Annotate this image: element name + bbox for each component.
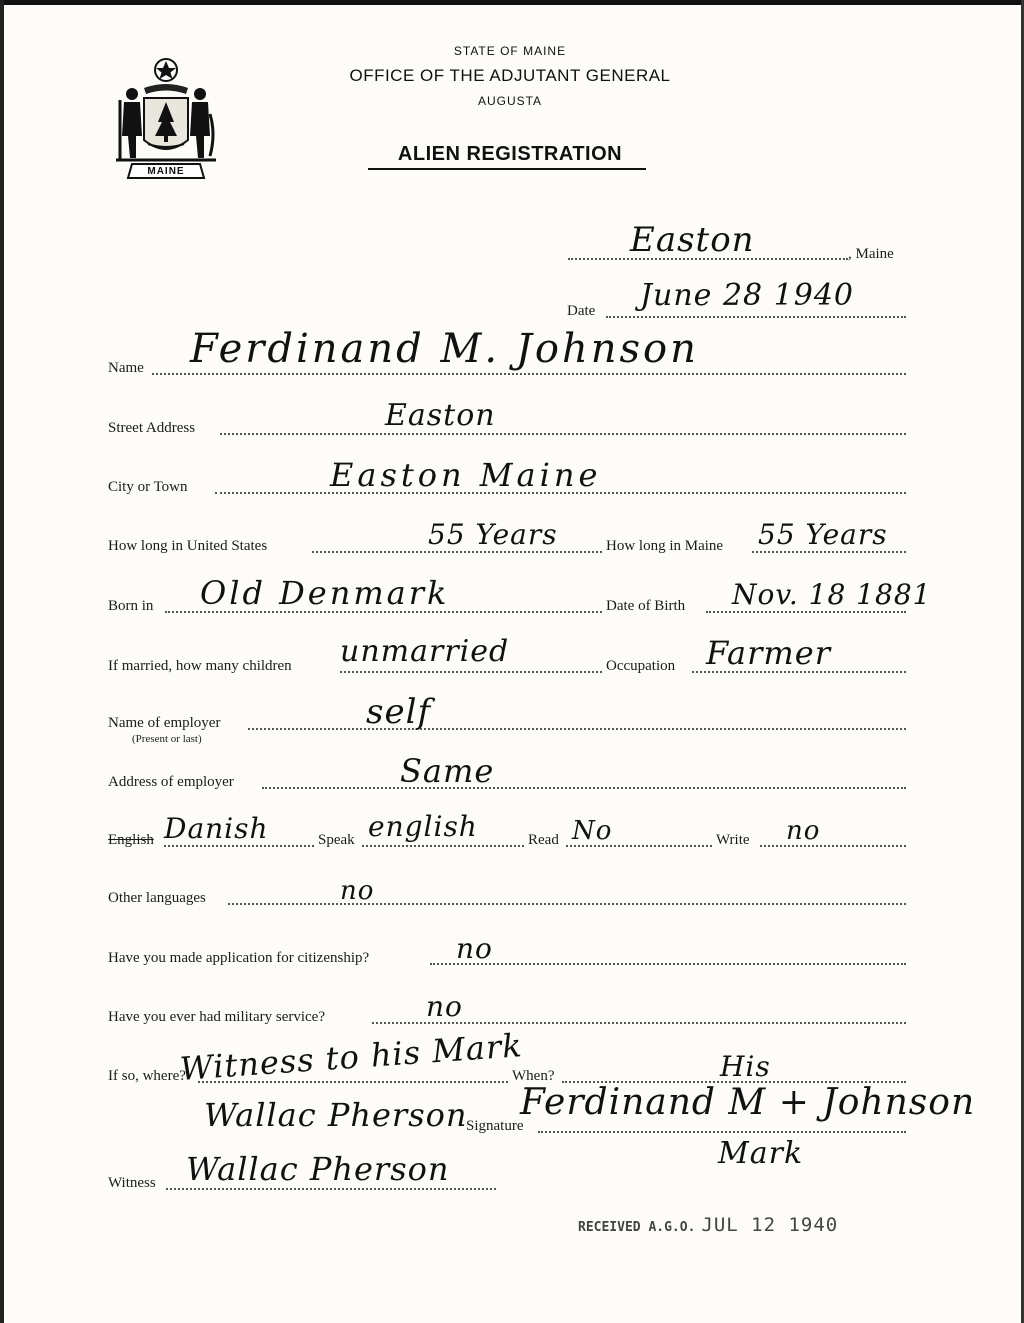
employer-name-value: self: [366, 692, 432, 732]
read-label: Read: [528, 832, 559, 848]
how-long-maine-value: 55 Years: [758, 518, 888, 551]
city-town-value: Easton Maine: [330, 456, 602, 494]
scan-edge-left: [0, 0, 4, 1323]
date-of-birth-value: Nov. 18 1881: [732, 578, 932, 611]
witness-note-line2: Wallac Pherson: [204, 1096, 468, 1134]
name-line: [152, 373, 906, 375]
street-address-line: [220, 433, 906, 435]
name-value: Ferdinand M. Johnson: [190, 326, 699, 372]
received-stamp-date: JUL 12 1940: [701, 1214, 839, 1236]
born-in-value: Old Denmark: [200, 574, 450, 612]
write-value: no: [786, 816, 821, 846]
military-label: Have you ever had military service?: [108, 1009, 325, 1025]
speak-line: [362, 845, 524, 847]
when-label: When?: [512, 1068, 555, 1084]
date-line: [606, 316, 906, 318]
name-label: Name: [108, 360, 144, 376]
date-label: Date: [567, 303, 596, 319]
citizenship-value: no: [456, 932, 493, 965]
children-value: unmarried: [340, 634, 510, 669]
how-long-maine-line: [752, 551, 906, 553]
how-long-us-value: 55 Years: [428, 518, 558, 551]
other-languages-value: no: [340, 876, 375, 906]
header-city: AUGUSTA: [477, 94, 543, 108]
city-town-label: City or Town: [108, 479, 188, 495]
title-underline: [368, 168, 646, 170]
header-state: STATE OF MAINE: [453, 44, 567, 58]
speak-value: english: [368, 810, 478, 843]
english-value: Danish: [164, 812, 269, 845]
employer-address-label: Address of employer: [108, 774, 234, 790]
born-in-label: Born in: [108, 598, 154, 614]
his-note: His: [720, 1050, 771, 1083]
seal-motto: MAINE: [147, 166, 185, 177]
street-address-value: Easton: [385, 398, 496, 433]
write-label: Write: [716, 832, 750, 848]
scan-edge-top: [0, 0, 1024, 5]
signature-line: [538, 1131, 906, 1133]
received-stamp-label: RECEIVED A.G.O.: [578, 1220, 696, 1235]
children-line: [340, 671, 602, 673]
occupation-label: Occupation: [606, 658, 676, 674]
how-long-us-label: How long in United States: [108, 538, 268, 554]
witness-value: Wallac Pherson: [186, 1150, 450, 1188]
how-long-maine-label: How long in Maine: [606, 538, 724, 554]
date-value: June 28 1940: [640, 278, 855, 313]
employer-address-value: Same: [400, 752, 495, 790]
military-value: no: [426, 990, 463, 1023]
read-value: No: [572, 816, 613, 846]
children-label: If married, how many children: [108, 658, 292, 674]
witness-line: [166, 1188, 496, 1190]
mark-note: Mark: [718, 1136, 804, 1171]
occupation-value: Farmer: [706, 634, 831, 672]
citizenship-line: [430, 963, 906, 965]
witness-label: Witness: [108, 1175, 156, 1191]
write-line: [760, 845, 906, 847]
employer-name-label: Name of employer: [108, 715, 221, 731]
date-of-birth-line: [706, 611, 906, 613]
signature-value: Ferdinand M + Johnson: [520, 1082, 976, 1123]
employer-name-line: [248, 728, 906, 730]
form-title: ALIEN REGISTRATION: [397, 143, 623, 165]
employer-name-note: (Present or last): [132, 733, 202, 745]
town-value: Easton: [630, 220, 755, 260]
speak-label: Speak: [318, 832, 355, 848]
other-languages-label: Other languages: [108, 890, 206, 906]
street-address-label: Street Address: [108, 420, 196, 436]
maine-label: , Maine: [848, 246, 894, 262]
witness-note-line1: Witness to his Mark: [178, 1026, 524, 1088]
english-line: [164, 845, 314, 847]
other-languages-line: [228, 903, 906, 905]
how-long-us-line: [312, 551, 602, 553]
date-of-birth-label: Date of Birth: [606, 598, 686, 614]
signature-label: Signature: [466, 1118, 524, 1134]
english-label: English: [108, 832, 154, 848]
header-office: OFFICE OF THE ADJUTANT GENERAL: [349, 66, 671, 85]
employer-address-line: [262, 787, 906, 789]
state-of-maine-seal-icon: [110, 54, 222, 184]
received-stamp: [578, 1214, 838, 1236]
where-label: If so, where?: [108, 1068, 186, 1084]
citizenship-label: Have you made application for citizenship?: [108, 950, 370, 966]
